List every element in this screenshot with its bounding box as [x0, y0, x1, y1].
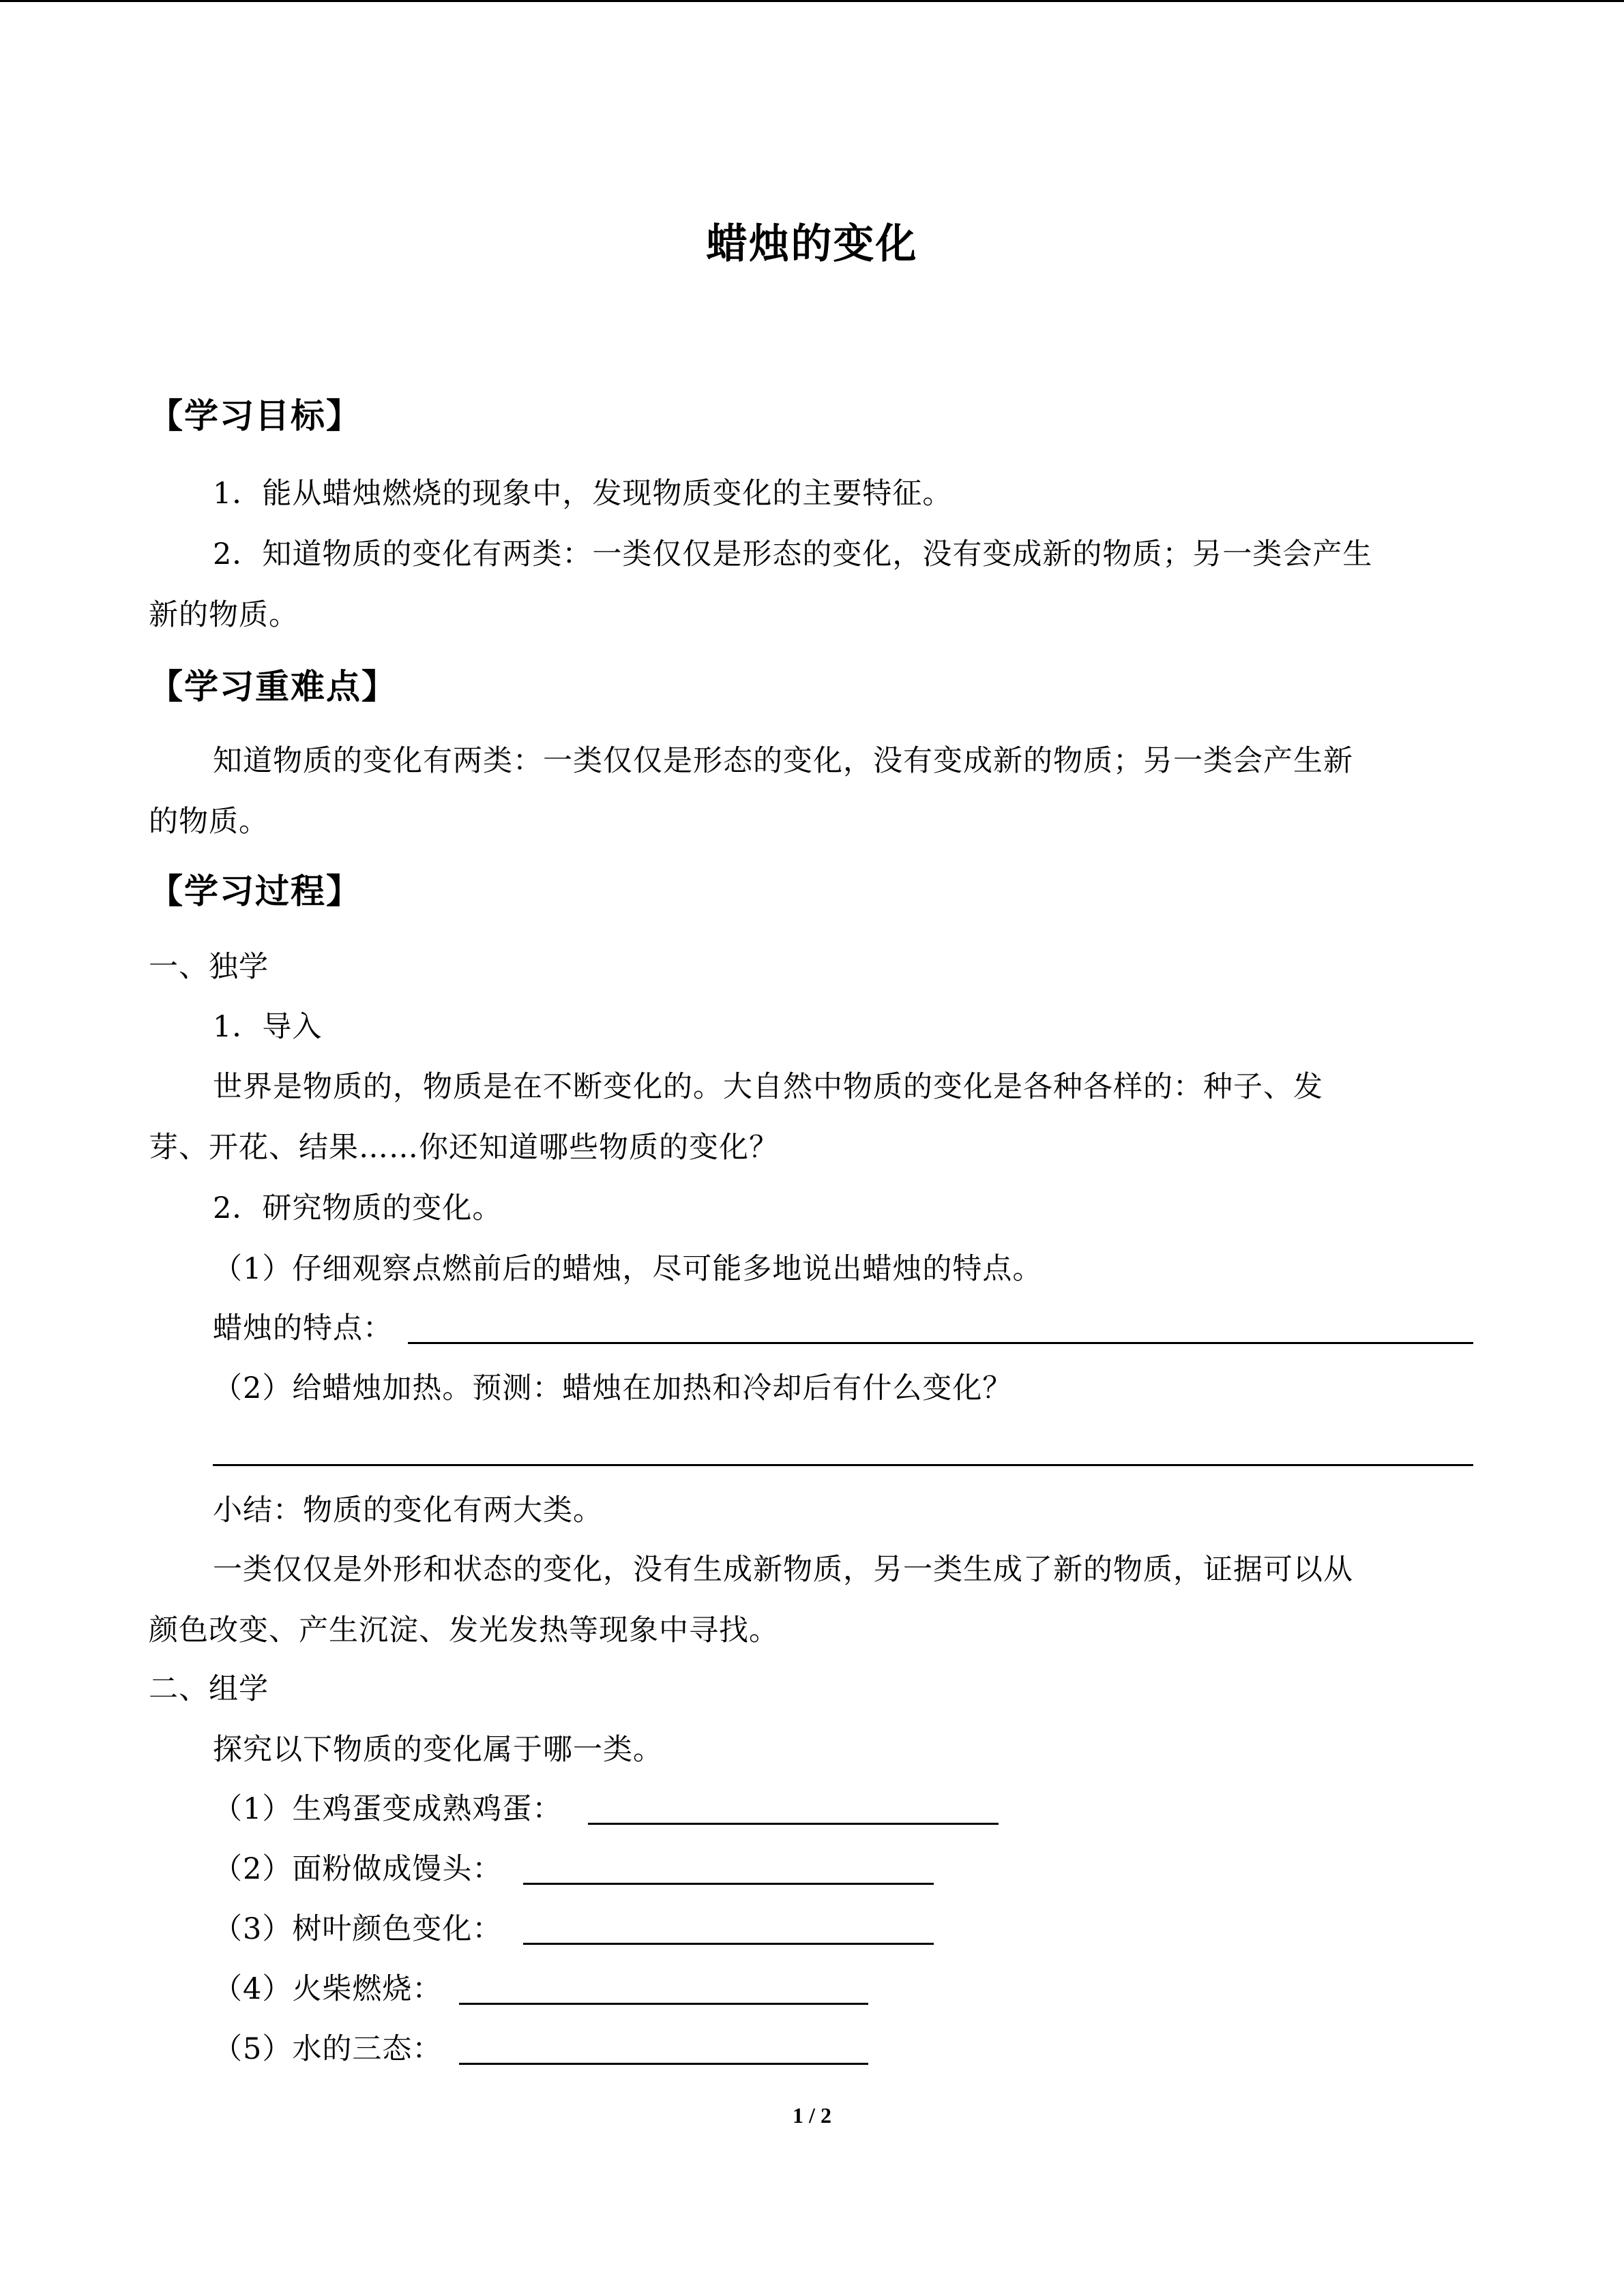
page-number: 1 / 2	[793, 2103, 831, 2128]
answer-blank-exercise-2[interactable]	[523, 1883, 934, 1885]
exercise-5: （5）水的三态：	[213, 2032, 443, 2066]
part2-title: 二、组学	[149, 1672, 269, 1706]
explore-label: 探究以下物质的变化属于哪一类。	[213, 1733, 663, 1767]
keypoints-line-2: 的物质。	[149, 805, 269, 839]
keypoints-line-1: 知道物质的变化有两类：一类仅仅是形态的变化，没有变成新的物质；另一类会产生新	[213, 744, 1353, 778]
exercise-1: （1）生鸡蛋变成熟鸡蛋：	[213, 1792, 563, 1826]
heading-process: 【学习过程】	[149, 871, 361, 911]
exercise-3: （3）树叶颜色变化：	[213, 1912, 503, 1946]
answer-blank-exercise-5[interactable]	[459, 2063, 868, 2065]
research-label: 2．研究物质的变化。	[213, 1191, 503, 1225]
exercise-4: （4）火柴燃烧：	[213, 1972, 443, 2006]
intro-label: 1．导入	[213, 1010, 323, 1044]
intro-line-1: 世界是物质的，物质是在不断变化的。大自然中物质的变化是各种各样的：种子、发	[213, 1070, 1323, 1104]
answer-blank-exercise-3[interactable]	[523, 1943, 934, 1945]
question-2: （2）给蜡烛加热。预测：蜡烛在加热和冷却后有什么变化？	[213, 1371, 1013, 1405]
summary-line-1: 一类仅仅是外形和状态的变化，没有生成新物质，另一类生成了新的物质，证据可以从	[213, 1553, 1353, 1587]
part1-title: 一、独学	[149, 950, 269, 984]
objective-item-1: 1．能从蜡烛燃烧的现象中，发现物质变化的主要特征。	[213, 477, 953, 511]
question-1-answer-label: 蜡烛的特点：	[213, 1311, 393, 1345]
answer-blank-prediction[interactable]	[213, 1464, 1473, 1466]
intro-line-2: 芽、开花、结果……你还知道哪些物质的变化？	[149, 1131, 779, 1165]
question-1: （1）仔细观察点燃前后的蜡烛，尽可能多地说出蜡烛的特点。	[213, 1252, 1043, 1286]
exercise-2: （2）面粉做成馒头：	[213, 1852, 503, 1886]
page-title: 蜡烛的变化	[706, 220, 918, 268]
summary-label: 小结：物质的变化有两大类。	[213, 1493, 603, 1527]
answer-blank-exercise-4[interactable]	[459, 2003, 868, 2005]
heading-keypoints: 【学习重难点】	[149, 667, 397, 706]
answer-blank-candle-features[interactable]	[408, 1342, 1473, 1344]
objective-item-2-line-1: 2．知道物质的变化有两类：一类仅仅是形态的变化，没有变成新的物质；另一类会产生	[213, 537, 1373, 571]
summary-line-2: 颜色改变、产生沉淀、发光发热等现象中寻找。	[149, 1613, 779, 1648]
objective-item-2-line-2: 新的物质。	[149, 598, 299, 632]
heading-objectives: 【学习目标】	[149, 396, 361, 436]
answer-blank-exercise-1[interactable]	[588, 1823, 999, 1825]
